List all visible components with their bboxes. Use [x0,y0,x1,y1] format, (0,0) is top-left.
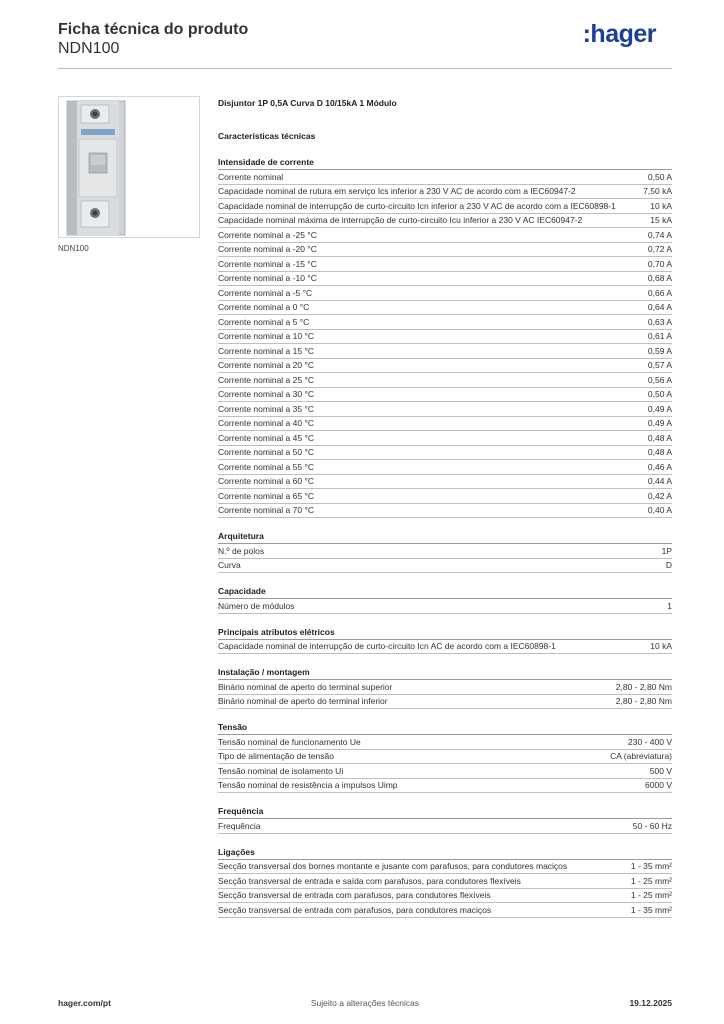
spec-section [218,846,672,918]
spec-label: Corrente nominal a 5 °C [218,316,310,327]
spec-row [218,695,672,710]
spec-row [218,779,672,794]
spec-section [218,530,672,573]
spec-row [218,417,672,432]
spec-value: 0,57 A [647,360,672,370]
spec-row [218,330,672,345]
spec-value: 0,68 A [647,273,672,283]
spec-label: Corrente nominal a 65 °C [218,490,315,501]
spec-row [218,402,672,417]
spec-value: 1 - 25 mm² [630,890,672,900]
product-image-caption: NDN100 [58,244,89,253]
spec-row [218,680,672,695]
section-title: Instalação / montagem [218,666,672,680]
spec-sections [218,156,672,918]
spec-value: 0,44 A [647,476,672,486]
spec-label: Corrente nominal a -20 °C [218,244,317,254]
spec-value: 0,59 A [647,345,672,356]
spec-value: 0,61 A [647,331,672,341]
spec-label: Capacidade nominal de interrupção de curto-circuito Icn AC de acordo com a IEC60898-1 [218,641,556,651]
spec-value: 2,80 - 2,80 Nm [615,696,672,706]
spec-row [218,889,672,904]
spec-label: Corrente nominal a 55 °C [218,461,315,472]
spec-value: 0,49 A [647,403,672,414]
spec-row [218,460,672,475]
spec-row [218,344,672,359]
spec-value: 7,50 kA [643,186,672,196]
spec-section [218,805,672,834]
circuit-breaker-illustration [59,97,199,237]
spec-label: Corrente nominal a -10 °C [218,273,317,283]
spec-label: Corrente nominal a 20 °C [218,360,315,370]
spec-value: 0,49 A [647,418,672,428]
spec-label: Tensão nominal de funcionamento Ue [218,736,361,747]
spec-label: Secção transversal dos bornes montante e jusante com parafusos, para condutores maciços [218,861,568,871]
spec-value: 1 - 35 mm² [630,904,672,915]
spec-row [218,559,672,574]
spec-value: 0,48 A [647,447,672,457]
spec-value: 0,63 A [647,316,672,327]
spec-value: 1P [661,545,672,556]
spec-label: Corrente nominal a -15 °C [218,258,317,269]
spec-label: Corrente nominal a 70 °C [218,505,315,515]
spec-value: 6000 V [645,780,672,790]
spec-label: Corrente nominal a 25 °C [218,374,315,385]
spec-value: 10 kA [650,641,672,651]
spec-row [218,373,672,388]
spec-row [218,185,672,200]
spec-row [218,214,672,229]
spec-label: Corrente nominal a 35 °C [218,403,315,414]
spec-row [218,170,672,185]
spec-value: 0,74 A [647,229,672,240]
spec-label: Corrente nominal a 45 °C [218,432,315,443]
spec-row [218,750,672,765]
spec-label: Capacidade nominal máxima de interrupção de curto-circuito Icu inferior a 230 V AC IEC60947-2 [218,215,583,225]
section-title: Tensão [218,721,672,735]
hager-logo: :hager [582,20,656,48]
spec-row [218,640,672,655]
product-image [58,96,200,238]
spec-row [218,544,672,559]
spec-row [218,257,672,272]
spec-row [218,475,672,490]
section-title: Ligações [218,846,672,860]
section-title: Intensidade de corrente [218,156,672,170]
spec-value: 0,48 A [647,432,672,443]
page-title: Ficha técnica do produto [58,21,249,38]
header-divider [58,68,672,69]
footer-website: hager.com/pt [58,998,111,1008]
spec-row [218,272,672,287]
spec-value: 0,40 A [647,505,672,515]
spec-row [218,860,672,875]
spec-row [218,286,672,301]
spec-section [218,721,672,793]
spec-row [218,243,672,258]
spec-label: Curva [218,560,241,570]
spec-row [218,359,672,374]
spec-row [218,199,672,214]
spec-label: Secção transversal de entrada com parafusos, para condutores flexíveis [218,890,491,900]
spec-row [218,599,672,614]
page-header [58,20,672,68]
spec-value: 2,80 - 2,80 Nm [615,681,672,692]
spec-label: Capacidade nominal de rutura em serviço Ics inferior a 230 V AC de acordo com a IEC60947-2 [218,186,576,196]
spec-label: Corrente nominal a 0 °C [218,302,310,312]
spec-value: 50 - 60 Hz [632,820,672,831]
section-title: Frequência [218,805,672,819]
section-title: Capacidade [218,585,672,599]
spec-value: 230 - 400 V [628,736,672,747]
spec-label: Secção transversal de entrada com parafusos, para condutores maciços [218,904,492,915]
spec-row [218,504,672,519]
spec-label: Corrente nominal a 40 °C [218,418,315,428]
spec-label: Corrente nominal a -5 °C [218,287,313,298]
spec-label: Frequência [218,820,261,831]
spec-label: Binário nominal de aperto do terminal inferior [218,696,388,706]
spec-label: Capacidade nominal de interrupção de curto-circuito Icn inferior a 230 V AC de acordo com a IEC60898-1 [218,200,616,211]
spec-section [218,156,672,518]
spec-value: D [665,560,672,570]
spec-value: 0,42 A [647,490,672,501]
spec-value: 15 kA [650,215,672,225]
characteristics-title: Características técnicas [218,131,316,141]
spec-value: 500 V [649,765,672,776]
spec-row [218,388,672,403]
spec-label: Tipo de alimentação de tensão [218,751,334,761]
spec-label: Binário nominal de aperto do terminal superior [218,681,393,692]
spec-label: Corrente nominal [218,171,284,182]
spec-value: 0,46 A [647,461,672,472]
spec-section [218,626,672,655]
spec-value: 0,70 A [647,258,672,269]
footer-notice: Sujeito a alterações técnicas [310,998,420,1008]
spec-row [218,819,672,834]
spec-content [218,97,672,918]
spec-label: Tensão nominal de resistência a impulsos Uimp [218,780,398,790]
spec-row [218,874,672,889]
spec-label: Tensão nominal de isolamento Ui [218,765,344,776]
spec-value: CA (abreviatura) [610,751,672,761]
spec-label: Corrente nominal a 10 °C [218,331,315,341]
product-name: Disjuntor 1P 0,5A Curva D 10/15kA 1 Módulo [218,98,397,108]
spec-row [218,903,672,918]
spec-label: Corrente nominal a 15 °C [218,345,315,356]
spec-row [218,301,672,316]
spec-value: 0,72 A [647,244,672,254]
spec-label: Corrente nominal a 60 °C [218,476,315,486]
spec-value: 1 - 25 mm² [630,875,672,886]
spec-row [218,228,672,243]
spec-value: 0,50 A [647,171,672,182]
footer-date: 19.12.2025 [629,998,672,1008]
spec-row [218,489,672,504]
spec-row [218,446,672,461]
spec-label: Corrente nominal a 30 °C [218,389,315,399]
spec-label: Corrente nominal a -25 °C [218,229,317,240]
spec-value: 0,56 A [647,374,672,385]
spec-label: N.º de polos [218,545,265,556]
spec-label: Corrente nominal a 50 °C [218,447,315,457]
spec-row [218,764,672,779]
spec-label: Número de módulos [218,600,295,611]
spec-row [218,735,672,750]
spec-value: 0,64 A [647,302,672,312]
spec-value: 10 kA [650,200,672,211]
product-code: NDN100 [58,40,120,57]
spec-value: 1 [667,600,672,611]
spec-row [218,431,672,446]
spec-value: 1 - 35 mm² [630,861,672,871]
spec-label: Secção transversal de entrada e saída com parafusos, para condutores flexíveis [218,875,521,886]
spec-row [218,315,672,330]
spec-value: 0,50 A [647,389,672,399]
spec-section [218,585,672,614]
spec-value: 0,66 A [647,287,672,298]
section-title: Principais atributos elétricos [218,626,672,640]
spec-section [218,666,672,709]
section-title: Arquitetura [218,530,672,544]
